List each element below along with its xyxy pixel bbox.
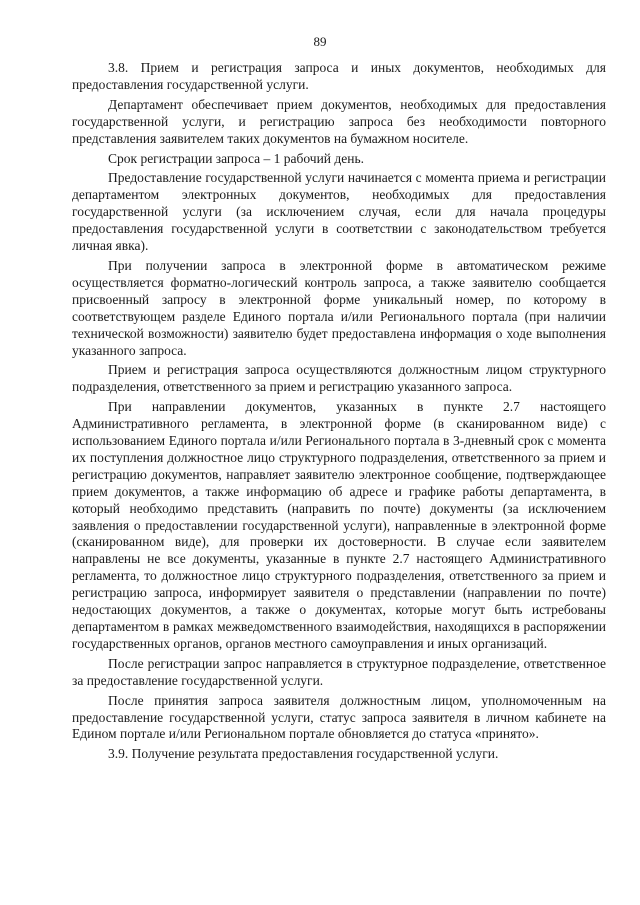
- paragraph-electronic-request: При получении запроса в электронной форме в автоматическом режиме осуществляется форматно-логический контроль запроса, а также заявителю сообщается присвоенный запросу в электронной форме уникальный номер, по которому в соответствующем разделе Единого портала и/или Регионального портала (при наличии технической возможности) заявителю будет предоставлена информация о ходе выполнения указанного запроса.: [72, 257, 606, 358]
- paragraph-documents-submission: При направлении документов, указанных в пункте 2.7 настоящего Административного регламента, в электронной форме (в сканированном виде) с использованием Единого портала и/или Регионального портала в 3-дневный срок с момента их поступления должностное лицо структурного подразделения, ответственного за прием и регистрацию документов, направляет заявителю электронное сообщение, подтверждающее прием документов, а также информацию об адресе и графике работы департамента, в который необходимо представить (направить по почте) документы (за исключением заявления о предоставлении государственной услуги), направленные в электронной форме (сканированном виде), для проверки их достоверности. В случае если заявителем направлены не все документы, указанные в пункте 2.7 настоящего Административного регламента, то должностное лицо структурного подразделения, ответственного за прием и регистрацию запроса, информирует заявителя о представлении (направлении по почте) недостающих документов, а также о документах, которые могут быть истребованы департаментом в рамках межведомственного взаимодействия, находящихся в распоряжении государственных органов, органов местного самоуправления и иных организаций.: [72, 399, 606, 651]
- paragraph-status-update: После принятия запроса заявителя должностным лицом, уполномоченным на предоставление государственной услуги, статус запроса заявителя в личном кабинете на Едином портале и/или Региональном портале обновляется до статуса «принято».: [72, 692, 606, 742]
- paragraph-responsible-official: Прием и регистрация запроса осуществляются должностным лицом структурного подразделения, ответственного за прием и регистрацию указанного запроса.: [72, 362, 606, 395]
- document-body: [72, 60, 606, 763]
- section-heading-3-8: 3.8. Прием и регистрация запроса и иных документов, необходимых для предоставления государственной услуги.: [72, 60, 606, 92]
- paragraph-after-registration: После регистрации запрос направляется в структурное подразделение, ответственное за предоставление государственной услуги.: [72, 655, 606, 688]
- paragraph-service-start: Предоставление государственной услуги начинается с момента приема и регистрации департаментом электронных документов, необходимых для предоставления государственной услуги (за исключением случая, если для начала процедуры предоставления государственной услуги в соответствии с законодательством требуется личная явка).: [72, 170, 606, 254]
- paragraph-registration-term: Срок регистрации запроса – 1 рабочий день.: [108, 150, 365, 166]
- paragraph-department-duties: Департамент обеспечивает прием документов, необходимых для предоставления государственной услуги, и регистрацию запроса без необходимости повторного представления заявителем таких документов на бумажном носителе.: [72, 96, 606, 146]
- section-heading-3-9: 3.9. Получение результата предоставления государственной услуги.: [108, 746, 499, 762]
- page-number: 89: [313, 34, 327, 49]
